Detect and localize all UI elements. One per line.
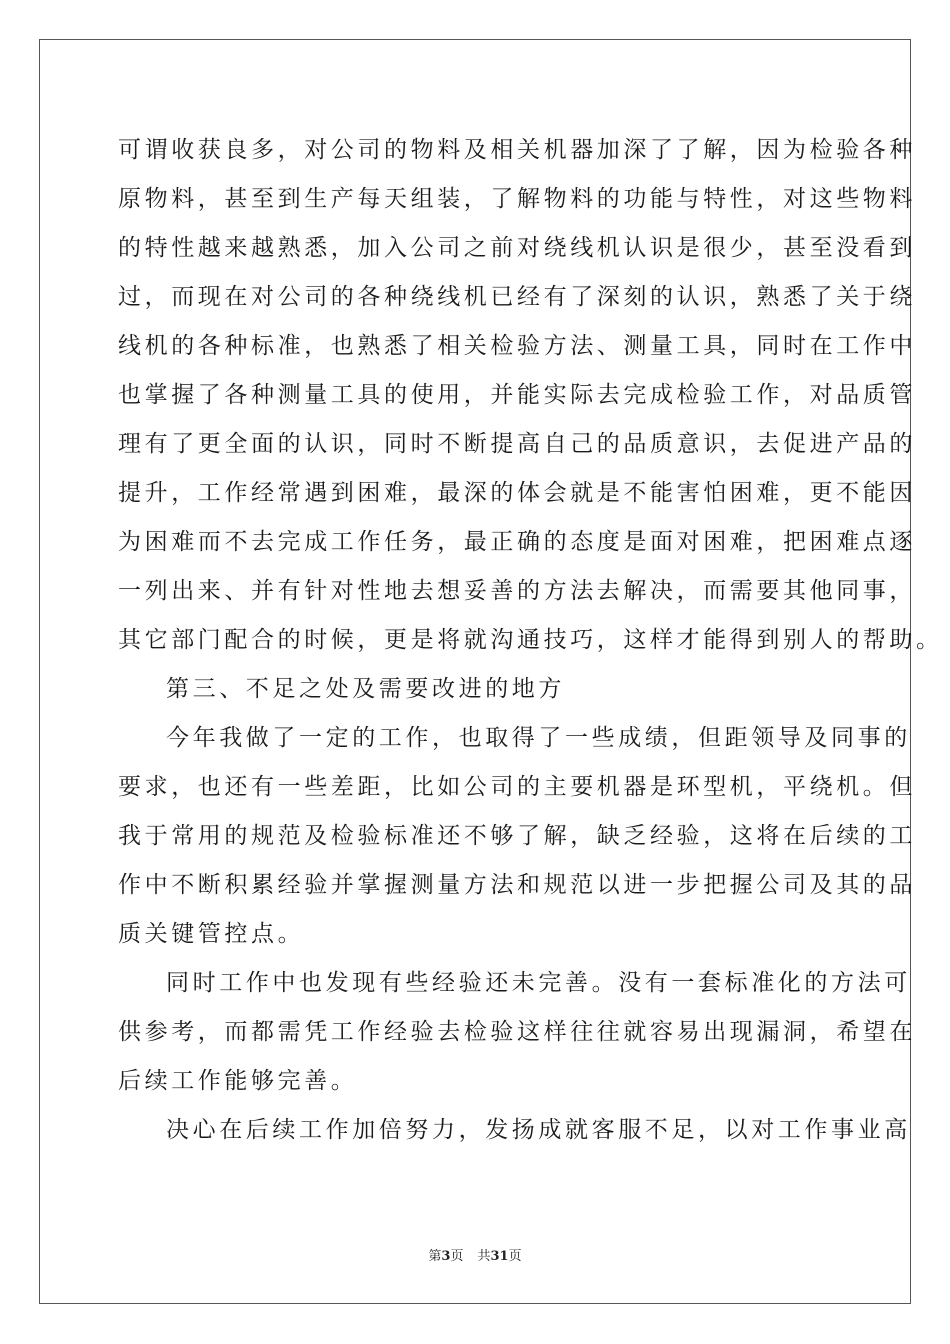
text-line: 作中不断积累经验并掌握测量方法和规范以进一步把握公司及其的品 [118,872,916,898]
footer-total-label: 页 [508,1249,522,1264]
text-line: 供参考，而都需凭工作经验去检验这样往往就容易出现漏洞，希望在 [118,1019,916,1045]
text-line: 原物料，甚至到生产每天组装，了解物料的功能与特性，对这些物料 [118,186,916,212]
document-body [118,126,943,1155]
text-line: 线机的各种标准，也熟悉了相关检验方法、测量工具，同时在工作中 [118,333,916,359]
footer-page-label: 页 [450,1249,464,1264]
text-line: 为困难而不去完成工作任务，最正确的态度是面对困难，把困难点逐 [118,529,916,555]
text-line: 后续工作能够完善。 [118,1068,358,1094]
text-line: 一列出来、并有针对性地去想妥善的方法去解决，而需要其他同事， [118,578,916,604]
text-line: 理有了更全面的认识，同时不断提高自己的品质意识，去促进产品的 [118,431,916,457]
text-line: 过，而现在对公司的各种绕线机已经有了深刻的认识，熟悉了关于绕 [118,284,916,310]
text-line: 质关键管控点。 [118,921,305,947]
text-line: 提升，工作经常遇到困难，最深的体会就是不能害怕困难，更不能因 [118,480,916,506]
text-line: 今年我做了一定的工作，也取得了一些成绩，但距领导及同事的 [166,725,911,751]
text-line: 我于常用的规范及检验标准还不够了解，缺乏经验，这将在后续的工 [118,823,916,849]
page-footer [0,1247,950,1267]
text-line: 其它部门配合的时候，更是将就沟通技巧，这样才能得到别人的帮助。 [118,627,943,653]
footer-total-prefix: 共 [477,1249,491,1264]
current-page-number: 3 [441,1249,451,1264]
text-line: 的特性越来越熟悉，加入公司之前对绕线机认识是很少，甚至没看到 [118,235,916,261]
text-line: 同时工作中也发现有些经验还未完善。没有一套标准化的方法可 [166,970,911,996]
total-page-count: 31 [490,1249,509,1264]
text-line: 可谓收获良多，对公司的物料及相关机器加深了了解，因为检验各种 [118,137,916,163]
text-line: 决心在后续工作加倍努力，发扬成就客服不足，以对工作事业高 [166,1117,911,1143]
footer-prefix: 第 [428,1249,442,1264]
text-line: 要求，也还有一些差距，比如公司的主要机器是环型机，平绕机。但 [118,774,916,800]
text-line: 也掌握了各种测量工具的使用，并能实际去完成检验工作，对品质管 [118,382,916,408]
section-heading: 第三、不足之处及需要改进的地方 [166,676,565,702]
